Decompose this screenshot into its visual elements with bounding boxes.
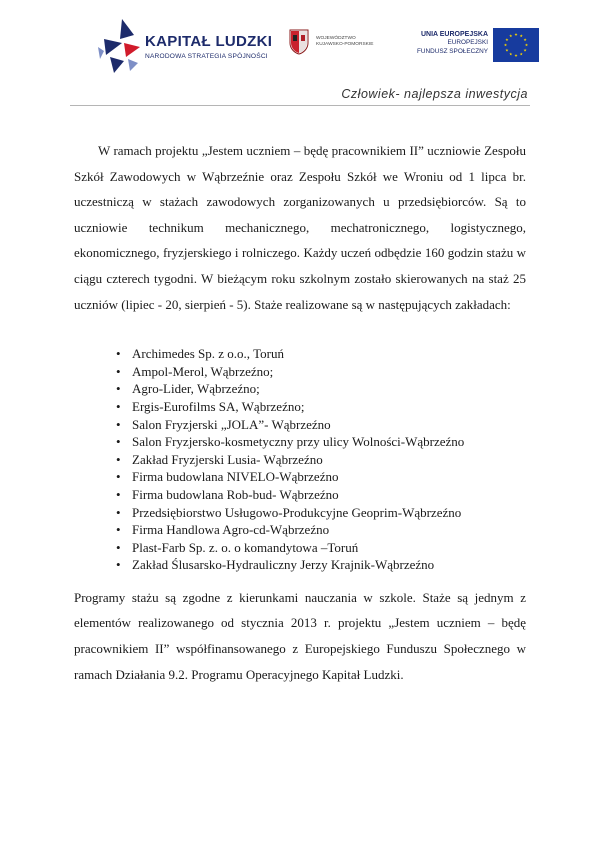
list-item: • Firma budowlana NIVELO-Wąbrzeźno [116, 468, 526, 486]
document-header [0, 0, 600, 101]
list-item: • Agro-Lider, Wąbrzeźno; [116, 380, 526, 398]
voivodeship-line-1: WOJEWÓDZTWO [316, 36, 356, 41]
list-item: • Archimedes Sp. z o.o., Toruń [116, 345, 526, 363]
voivodeship-crest-icon [289, 29, 309, 55]
document-body [74, 138, 526, 687]
list-item: • Ergis-Eurofilms SA, Wąbrzeźno; [116, 398, 526, 416]
list-item: • Salon Fryzjerski „JOLA”- Wąbrzeźno [116, 416, 526, 434]
kapital-ludzki-subtitle: NARODOWA STRATEGIA SPÓJNOŚCI [145, 53, 268, 60]
eu-line-3: FUNDUSZ SPOŁECZNY [416, 47, 488, 55]
kapital-ludzki-title: KAPITAŁ LUDZKI [145, 33, 273, 50]
list-item: • Zakład Fryzjerski Lusia- Wąbrzeźno [116, 451, 526, 469]
list-item: • Salon Fryzjersko-kosmetyczny przy ulicy Wolności-Wąbrzeźno [116, 433, 526, 451]
voivodeship-label [316, 36, 373, 48]
list-item: • Firma Handlowa Agro-cd-Wąbrzeźno [116, 521, 526, 539]
list-item: • Przedsiębiorstwo Usługowo-Produkcyjne Geoprim-Wąbrzeźno [116, 504, 526, 522]
list-item: • Plast-Farb Sp. z. o. o komandytowa –Toruń [116, 539, 526, 557]
eu-line-1: UNIA EUROPEJSKA [420, 31, 488, 38]
header-divider [70, 105, 530, 106]
intro-paragraph: W ramach projektu „Jestem uczniem – będę pracownikiem II” uczniowie Zespołu Szkół Zawodowych w Wąbrzeźnie oraz Zespołu Szkół we Wroniu od 1 lipca br. uczestniczą w stażach zawodowych zorganizowanych u przedsiębiorców. Są to uczniowie technikum mechanicznego, mechatronicznego, logistycznego, ekonomicznego, fryzjerskiego i rolniczego. Każdy uczeń odbędzie 160 godzin stażu w ciągu czterech tygodni. W bieżącym roku szkolnym zostało skierowanych na staż 25 uczniów (lipiec - 20, sierpień - 5). Staże realizowane są w następujących zakładach: [74, 143, 526, 312]
closing-paragraph: Programy stażu są zgodne z kierunkami nauczania w szkole. Staże są jednym z elementów realizowanego od stycznia 2013 r. projektu „Jestem uczniem – będę pracownikiem II” współfinansowanego z Europejskiego Funduszu Społecznego w ramach Działania 9.2. Programu Operacyjnego Kapitał Ludzki. [74, 589, 526, 682]
list-item: • Firma budowlana Rob-bud- Wąbrzeźno [116, 486, 526, 504]
eu-line-2: EUROPEJSKI [447, 39, 488, 46]
voivodeship-line-2: KUJAWSKO-POMORSKIE [316, 42, 374, 47]
company-list [74, 345, 526, 574]
eu-label [393, 30, 488, 56]
slogan: Człowiek- najlepsza inwestycja [341, 87, 528, 101]
eu-flag-icon [493, 28, 539, 62]
list-item: • Zakład Ślusarsko-Hydrauliczny Jerzy Krajnik-Wąbrzeźno [116, 556, 526, 574]
list-item: • Ampol-Merol, Wąbrzeźno; [116, 363, 526, 381]
